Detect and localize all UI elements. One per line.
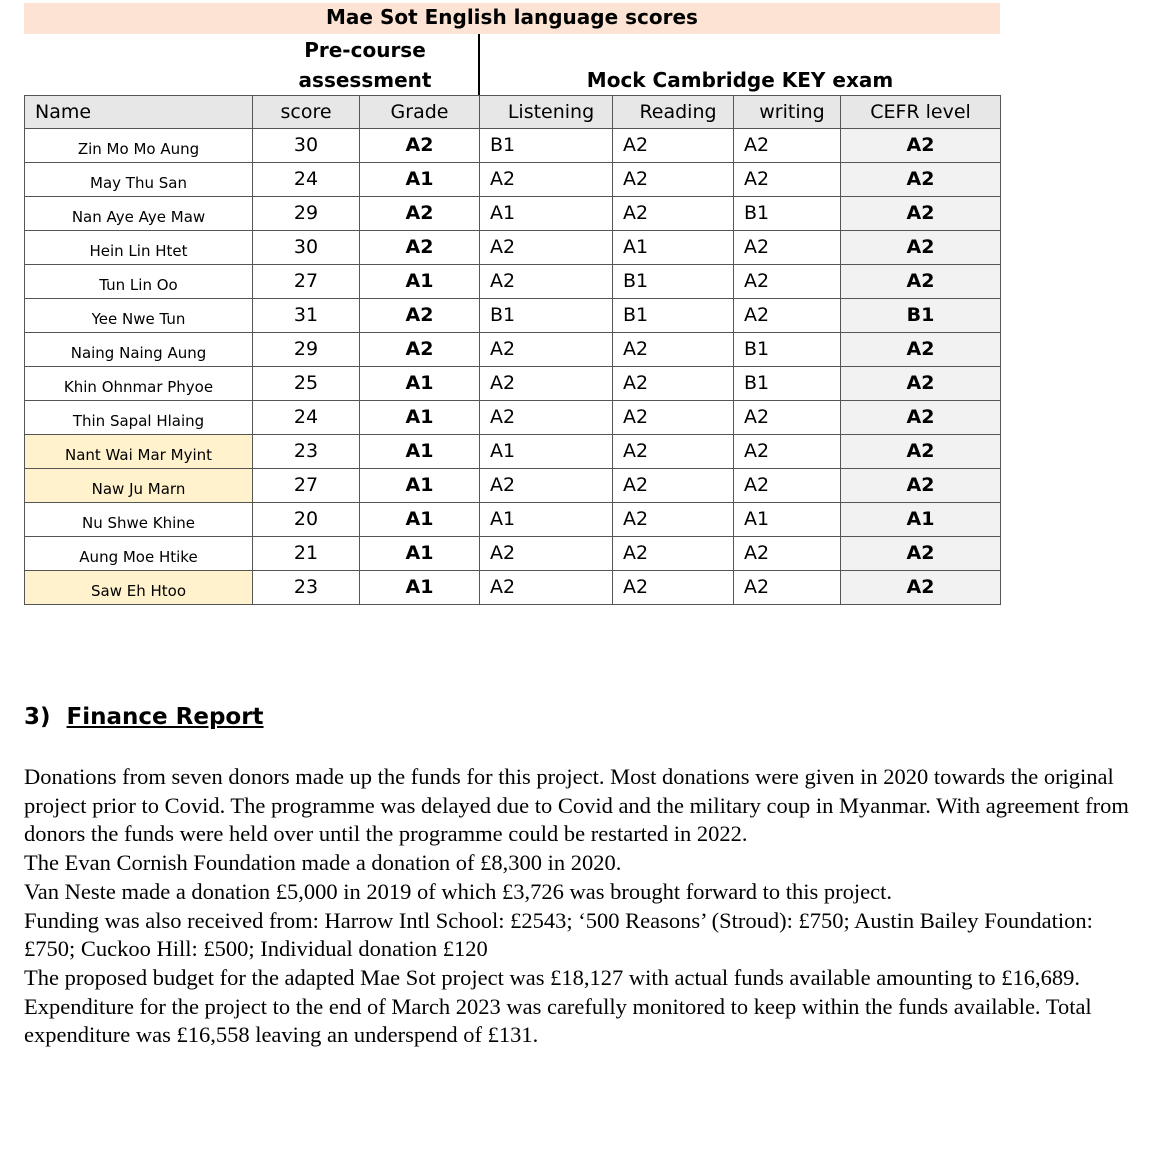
cell-writing: B1 xyxy=(734,333,841,367)
cell-grade: A1 xyxy=(360,571,480,605)
student-name: Nu Shwe Khine xyxy=(81,514,196,532)
cell-writing: A2 xyxy=(734,231,841,265)
student-name: Zin Mo Mo Aung xyxy=(77,140,200,158)
cell-writing: A2 xyxy=(734,163,841,197)
section-heading xyxy=(24,702,264,732)
cell-grade: A1 xyxy=(360,537,480,571)
student-name: Naw Ju Marn xyxy=(91,480,186,498)
cell-cefr: A1 xyxy=(841,503,1001,537)
table-header-row xyxy=(25,96,1001,129)
mock-exam-header: Mock Cambridge KEY exam xyxy=(586,68,894,92)
report-paragraph: The Evan Cornish Foundation made a donation of £8,300 in 2020. xyxy=(24,850,622,876)
cell-writing: A2 xyxy=(734,299,841,333)
cell-name xyxy=(25,435,253,469)
table-title: Mae Sot English language scores xyxy=(326,5,698,29)
cell-writing: B1 xyxy=(734,367,841,401)
cell-reading: A2 xyxy=(613,435,734,469)
cell-name xyxy=(25,571,253,605)
cell-listening: A2 xyxy=(480,401,613,435)
report-paragraph: Van Neste made a donation £5,000 in 2019 of which £3,726 was brought forward to this project. xyxy=(24,878,892,904)
cell-writing: A2 xyxy=(734,129,841,163)
table-row xyxy=(25,469,1001,503)
column-header-score: score xyxy=(253,96,360,129)
cell-cefr: A2 xyxy=(841,537,1001,571)
cell-name xyxy=(25,197,253,231)
report-paragraph: Donations from seven donors made up the funds for this project. Most donations were given in 2020 towards the original project prior to Covid. The programme was delayed due to Covid and the military coup in Myanmar. With agreement from donors the funds were held over until the programme could be restarted in 2022. xyxy=(24,764,1129,847)
student-name: May Thu San xyxy=(90,174,187,192)
table-row xyxy=(25,435,1001,469)
cell-cefr: A2 xyxy=(841,435,1001,469)
cell-cefr: A2 xyxy=(841,367,1001,401)
cell-reading: A2 xyxy=(613,367,734,401)
table-row xyxy=(25,231,1001,265)
cell-listening: A2 xyxy=(480,163,613,197)
cell-reading: A2 xyxy=(613,401,734,435)
cell-grade: A2 xyxy=(360,231,480,265)
cell-cefr: B1 xyxy=(841,299,1001,333)
cell-name xyxy=(25,265,253,299)
cell-writing: A2 xyxy=(734,435,841,469)
cell-listening: A2 xyxy=(480,571,613,605)
table-row xyxy=(25,163,1001,197)
cell-cefr: A2 xyxy=(841,129,1001,163)
cell-score: 24 xyxy=(253,401,360,435)
cell-listening: A2 xyxy=(480,231,613,265)
cell-writing: A2 xyxy=(734,537,841,571)
cell-grade: A1 xyxy=(360,435,480,469)
column-header-reading: Reading xyxy=(613,96,734,129)
finance-report-text xyxy=(24,763,1134,1050)
cell-cefr: A2 xyxy=(841,265,1001,299)
student-name: Yee Nwe Tun xyxy=(91,310,186,328)
cell-grade: A2 xyxy=(360,197,480,231)
cell-cefr: A2 xyxy=(841,231,1001,265)
cell-reading: A2 xyxy=(613,503,734,537)
cell-name xyxy=(25,333,253,367)
pre-course-header-line2: assessment xyxy=(298,68,432,92)
cell-name xyxy=(25,129,253,163)
cell-name xyxy=(25,537,253,571)
cell-grade: A1 xyxy=(360,401,480,435)
table-row xyxy=(25,197,1001,231)
student-name: Nan Aye Aye Maw xyxy=(71,208,206,226)
cell-name xyxy=(25,503,253,537)
cell-name xyxy=(25,231,253,265)
column-header-listening: Listening xyxy=(480,96,613,129)
cell-reading: B1 xyxy=(613,299,734,333)
cell-score: 27 xyxy=(253,469,360,503)
cell-grade: A2 xyxy=(360,299,480,333)
table-row xyxy=(25,537,1001,571)
cell-name xyxy=(25,469,253,503)
cell-name xyxy=(25,367,253,401)
cell-reading: B1 xyxy=(613,265,734,299)
cell-listening: A1 xyxy=(480,435,613,469)
cell-grade: A1 xyxy=(360,367,480,401)
cell-score: 21 xyxy=(253,537,360,571)
cell-writing: A2 xyxy=(734,401,841,435)
cell-writing: A1 xyxy=(734,503,841,537)
student-name: Hein Lin Htet xyxy=(89,242,188,260)
cell-score: 30 xyxy=(253,129,360,163)
cell-score: 23 xyxy=(253,435,360,469)
table-row xyxy=(25,299,1001,333)
cell-reading: A2 xyxy=(613,129,734,163)
scores-table xyxy=(24,95,1001,605)
cell-grade: A1 xyxy=(360,163,480,197)
cell-listening: B1 xyxy=(480,129,613,163)
cell-writing: A2 xyxy=(734,265,841,299)
cell-listening: A1 xyxy=(480,503,613,537)
cell-score: 29 xyxy=(253,333,360,367)
cell-score: 24 xyxy=(253,163,360,197)
cell-grade: A1 xyxy=(360,265,480,299)
cell-grade: A2 xyxy=(360,333,480,367)
cell-writing: A2 xyxy=(734,469,841,503)
table-row xyxy=(25,503,1001,537)
cell-grade: A1 xyxy=(360,503,480,537)
cell-score: 30 xyxy=(253,231,360,265)
cell-name xyxy=(25,163,253,197)
cell-listening: A2 xyxy=(480,367,613,401)
student-name: Aung Moe Htike xyxy=(79,548,198,566)
pre-course-header-line1: Pre-course xyxy=(304,38,426,62)
section-title: Finance Report xyxy=(66,704,264,730)
cell-score: 25 xyxy=(253,367,360,401)
report-paragraph: Expenditure for the project to the end of March 2023 was carefully monitored to keep within the funds available. Total expenditure was £16,558 leaving an underspend of £131. xyxy=(24,993,1092,1048)
cell-cefr: A2 xyxy=(841,197,1001,231)
column-header-cefr: CEFR level xyxy=(841,96,1001,129)
column-header-grade: Grade xyxy=(360,96,480,129)
cell-reading: A2 xyxy=(613,571,734,605)
cell-cefr: A2 xyxy=(841,163,1001,197)
cell-reading: A2 xyxy=(613,197,734,231)
table-row xyxy=(25,571,1001,605)
cell-writing: A2 xyxy=(734,571,841,605)
cell-grade: A1 xyxy=(360,469,480,503)
student-name: Tun Lin Oo xyxy=(99,276,178,294)
cell-reading: A2 xyxy=(613,469,734,503)
cell-name xyxy=(25,299,253,333)
cell-score: 29 xyxy=(253,197,360,231)
report-paragraph: Funding was also received from: Harrow Intl School: £2543; ‘500 Reasons’ (Stroud): £750; Austin Bailey Foundation: £750; Cuckoo Hill: £500; Individual donation £120 xyxy=(24,907,1093,962)
cell-grade: A2 xyxy=(360,129,480,163)
table-row xyxy=(25,367,1001,401)
student-name: Saw Eh Htoo xyxy=(90,582,187,600)
cell-cefr: A2 xyxy=(841,571,1001,605)
cell-reading: A2 xyxy=(613,333,734,367)
section-number: 3) xyxy=(24,704,51,730)
table-row xyxy=(25,333,1001,367)
cell-listening: A2 xyxy=(480,265,613,299)
cell-reading: A1 xyxy=(613,231,734,265)
cell-cefr: A2 xyxy=(841,401,1001,435)
cell-score: 31 xyxy=(253,299,360,333)
student-name: Nant Wai Mar Myint xyxy=(64,446,212,464)
cell-cefr: A2 xyxy=(841,469,1001,503)
column-header-writing: writing xyxy=(734,96,841,129)
table-row xyxy=(25,265,1001,299)
cell-score: 23 xyxy=(253,571,360,605)
table-body xyxy=(25,129,1001,605)
cell-listening: A2 xyxy=(480,333,613,367)
cell-listening: B1 xyxy=(480,299,613,333)
cell-score: 20 xyxy=(253,503,360,537)
student-name: Khin Ohnmar Phyoe xyxy=(63,378,214,396)
student-name: Thin Sapal Hlaing xyxy=(72,412,205,430)
cell-score: 27 xyxy=(253,265,360,299)
cell-reading: A2 xyxy=(613,537,734,571)
cell-listening: A2 xyxy=(480,469,613,503)
column-header-name: Name xyxy=(25,96,253,129)
table-row xyxy=(25,129,1001,163)
cell-listening: A1 xyxy=(480,197,613,231)
cell-writing: B1 xyxy=(734,197,841,231)
cell-reading: A2 xyxy=(613,163,734,197)
table-row xyxy=(25,401,1001,435)
report-paragraph: The proposed budget for the adapted Mae Sot project was £18,127 with actual funds available amounting to £16,689. xyxy=(24,964,1080,990)
cell-listening: A2 xyxy=(480,537,613,571)
student-name: Naing Naing Aung xyxy=(70,344,207,362)
cell-cefr: A2 xyxy=(841,333,1001,367)
cell-name xyxy=(25,401,253,435)
